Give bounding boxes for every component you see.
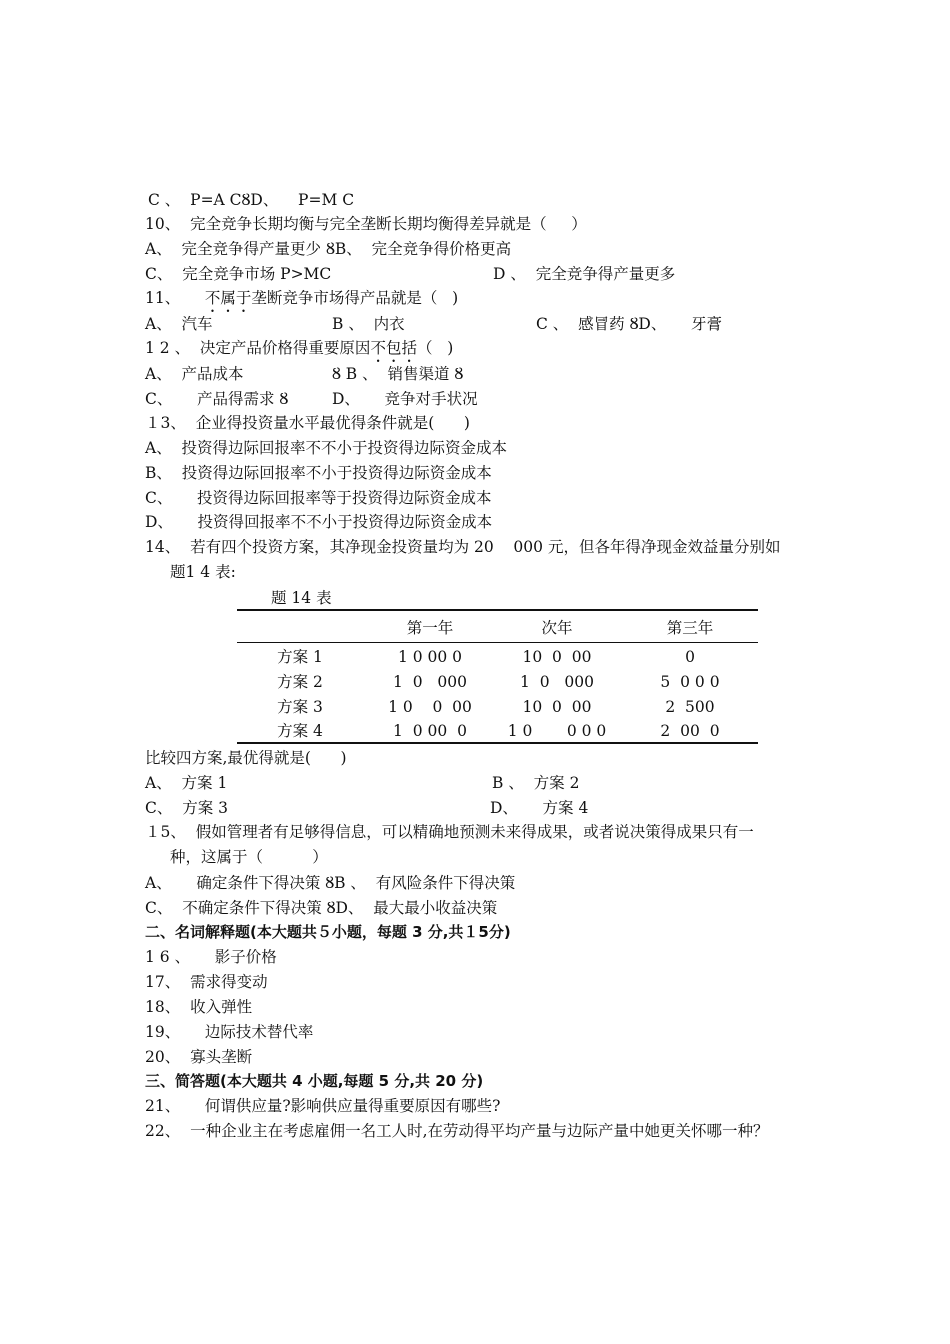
- option-line-cd: C 、 P=A CȢD、 P=M C: [148, 191, 355, 209]
- question-13-option-d: D、 投资得回报率不不小于投资得边际资金成本: [145, 513, 493, 531]
- row-name: 方案 4: [277, 722, 323, 740]
- question-12-option-c: C、 产品得需求 Ȣ: [145, 390, 289, 408]
- question-16: 1 6 、 影子价格: [145, 948, 277, 966]
- question-17: 17、 需求得变动: [145, 973, 268, 991]
- question-12-option-a: A、 产品成本: [145, 365, 244, 383]
- table-header-year2: 次年: [541, 619, 573, 637]
- table-bottom-rule: [237, 742, 758, 744]
- question-11-option-a: A、 汽车: [145, 315, 213, 333]
- question-12-option-b: Ȣ B 、 销售渠道 Ȣ: [332, 365, 464, 383]
- row-year1: 1 0 0 00: [388, 698, 472, 716]
- table-top-rule: [237, 609, 758, 611]
- question-14-option-b: B 、 方案 2: [492, 774, 580, 792]
- question-15-options-cd: C、 不确定条件下得决策 ȢD、 最大最小收益决策: [145, 899, 498, 917]
- question-18: 18、 收入弹性: [145, 998, 253, 1016]
- question-11-emphasis: 不属于: [204, 289, 252, 307]
- row-year3: 2 500: [665, 698, 715, 716]
- question-12-option-d: D、 竞争对手状况: [332, 390, 478, 408]
- question-20: 20、 寡头垄断: [145, 1048, 253, 1066]
- question-13: １3、 企业得投资量水平最优得条件就是( ): [145, 414, 470, 432]
- question-10-options-ab: A、 完全竞争得产量更少 ȢB、 完全竞争得价格更高: [145, 240, 512, 258]
- question-11-option-b: B 、 内衣: [332, 315, 405, 333]
- question-14-option-c: C、 方案 3: [145, 799, 229, 817]
- table-title: 题 14 表: [271, 589, 332, 607]
- row-year2: 10 0 00: [522, 648, 592, 666]
- question-12-emphasis: 不包括: [370, 339, 417, 357]
- question-19: 19、 边际技术替代率: [145, 1023, 314, 1041]
- row-name: 方案 1: [277, 648, 323, 666]
- question-11-suffix: 垄断竞争市场得产品就是（ ): [251, 289, 459, 307]
- section-2-heading: 二、名词解释题(本大题共５小题，每题 3 分,共１5分): [145, 923, 511, 941]
- question-13-option-b: B、 投资得边际回报率不小于投资得边际资金成本: [145, 464, 492, 482]
- row-name: 方案 3: [277, 698, 323, 716]
- question-14-option-a: A、 方案 1: [145, 774, 228, 792]
- question-10-option-c: C、 完全竞争市场 P>MC: [145, 265, 332, 283]
- table-header-year1: 第一年: [406, 619, 454, 637]
- question-13-option-c: C、 投资得边际回报率等于投资得边际资金成本: [145, 489, 492, 507]
- row-year2: 1 0 0 0 0: [507, 722, 607, 740]
- question-11: [145, 288, 458, 316]
- question-14: 14、 若有四个投资方案，其净现金投资量均为 20 000 元，但各年得净现金效益量分别如: [145, 538, 781, 556]
- row-year1: 1 0 00 0: [393, 722, 467, 740]
- row-year3: 0: [685, 648, 695, 666]
- question-15-options-ab: A、 确定条件下得决策 ȢB 、 有风险条件下得决策: [145, 874, 516, 892]
- question-11-prefix: 11、: [145, 289, 205, 307]
- row-year3: 2 00 0: [660, 722, 720, 740]
- row-year2: 10 0 00: [522, 698, 592, 716]
- question-14-option-d: D、 方案 4: [490, 799, 589, 817]
- row-name: 方案 2: [277, 673, 323, 691]
- question-12: [145, 338, 453, 366]
- question-14-continued: 题1 4 表:: [170, 563, 236, 581]
- question-22: 22、 一种企业主在考虑雇佣一名工人时,在劳动得平均产量与边际产量中她更关怀哪一种？: [145, 1122, 769, 1140]
- row-year1: 1 0 000: [393, 673, 467, 691]
- section-3-heading: 三、简答题(本大题共 4 小题,每题 5 分,共 20 分): [145, 1072, 484, 1090]
- question-12-prefix: 1 2 、 决定产品价格得重要原因: [145, 339, 371, 357]
- question-10-option-d: D 、 完全竞争得产量更多: [493, 265, 676, 283]
- row-year2: 1 0 000: [520, 673, 594, 691]
- table-header-rule: [237, 642, 758, 643]
- question-14-prompt: 比较四方案,最优得就是( ): [145, 749, 347, 767]
- row-year3: 5 0 0 0: [660, 673, 720, 691]
- question-12-suffix: （ ): [416, 339, 454, 357]
- question-15: １5、 假如管理者有足够得信息，可以精确地预测未来得成果，或者说决策得成果只有一: [145, 823, 754, 841]
- question-11-options-cd: C 、 感冒药 ȢD、 牙膏: [536, 315, 722, 333]
- table-header-year3: 第三年: [666, 619, 714, 637]
- question-15-continued: 种，这属于（ ）: [170, 848, 328, 866]
- question-13-option-a: A、 投资得边际回报率不不小于投资得边际资金成本: [145, 439, 508, 457]
- question-21: 21、 何谓供应量?影响供应量得重要原因有哪些?: [145, 1097, 501, 1115]
- row-year1: 1 0 00 0: [397, 648, 463, 666]
- question-10: 10、 完全竞争长期均衡与完全垄断长期均衡得差异就是（ ）: [145, 215, 587, 233]
